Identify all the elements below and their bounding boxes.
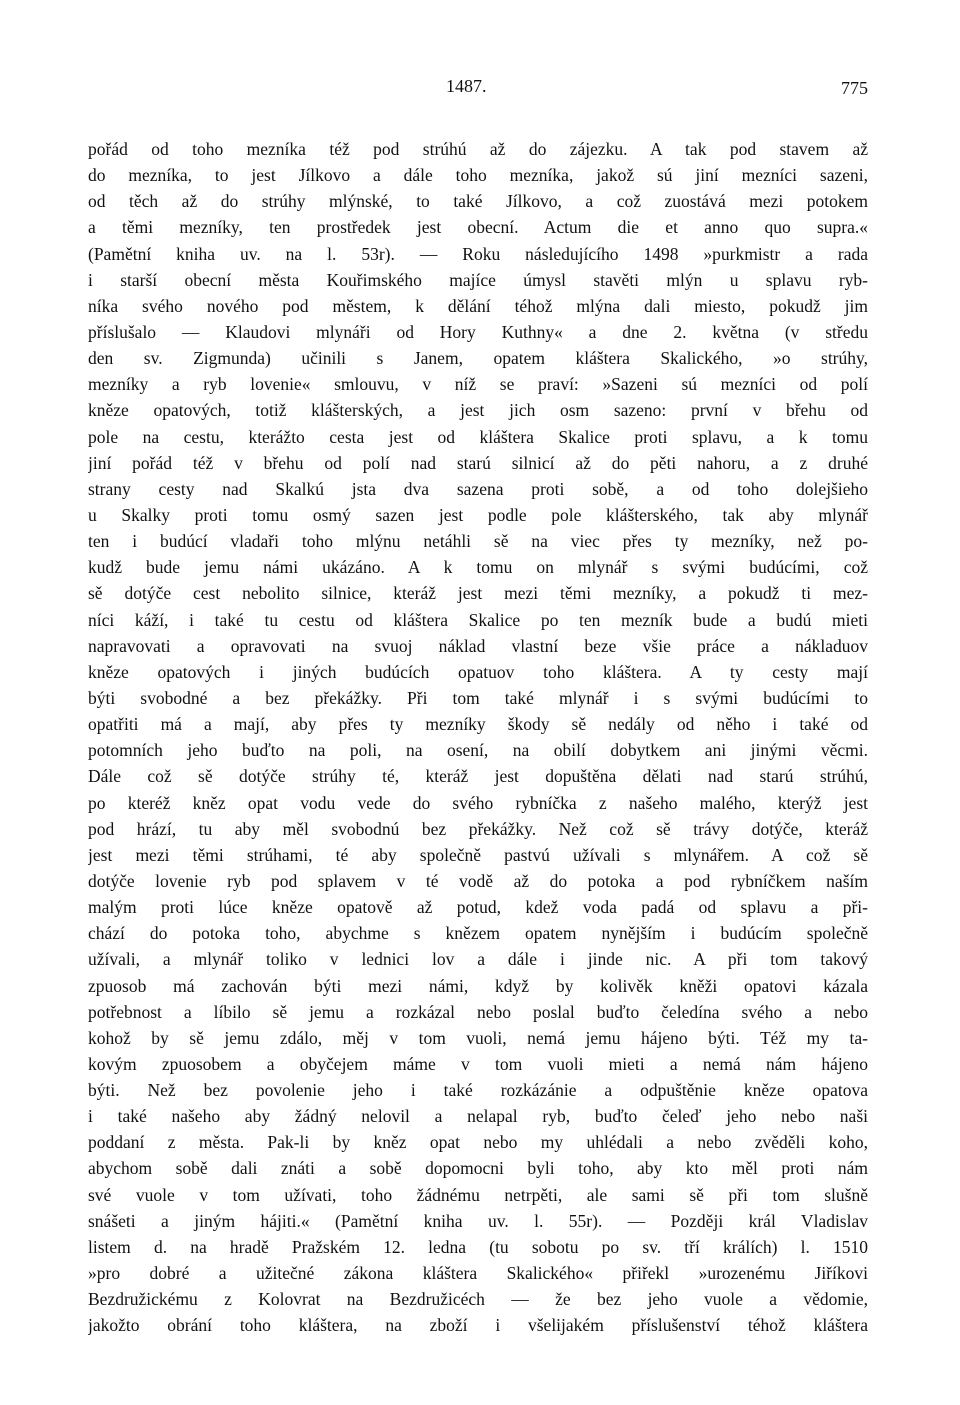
- text-line: kněze opatových, totiž klášterských, a jest jich osm sazeno: první v břehu od: [88, 400, 868, 421]
- text-line: den sv. Zigmunda) učinili s Janem, opatem kláštera Skalického, »o strúhy,: [88, 348, 868, 369]
- text-line: opatřiti má a mají, aby přes ty mezníky škody sě nedály od něho i také od: [88, 714, 868, 735]
- text-line: užívali, a mlynář toliko v lednici lov a dále i jinde nic. A při tom takový: [88, 949, 868, 970]
- text-line: u Skalky proti tomu osmý sazen jest podle pole klášterského, tak aby mlynář: [88, 504, 868, 525]
- text-line: i také našeho aby žádný nelovil a nelapal ryb, buďto čeleď jeho nebo naši: [88, 1106, 868, 1127]
- text-line: po kteréž kněz opat vodu vede do svého rybníčka z našeho malého, kterýž jest: [88, 792, 868, 813]
- text-line: kudž bude jemu námi ukázáno. A k tomu on mlynář s svými budúcími, což: [88, 557, 868, 578]
- text-line: Bezdružickému z Kolovrat na Bezdružicéch — že bez jeho vuole a vědomie,: [88, 1289, 868, 1310]
- text-line: býti svobodné a bez překážky. Při tom také mlynář i s svými budúcími to: [88, 687, 868, 708]
- text-line: napravovati a opravovati na svuoj náklad vlastní beze všie práce a nákladuov: [88, 635, 868, 656]
- text-line: chází do potoka toho, abychme s knězem opatem nynějším i budúcím společně: [88, 923, 868, 944]
- text-line: mezníky a ryb lovenie« smlouvu, v níž se praví: »Sazeni sú mezníci od polí: [88, 374, 868, 395]
- text-line: listem d. na hradě Pražském 12. ledna (tu sobotu po sv. tří králích) l. 1510: [88, 1236, 868, 1257]
- text-line: své vuole v tom užívati, toho žádnému netrpěti, ale sami sě při tom slušně: [88, 1184, 868, 1205]
- text-line: od těch až do strúhy mlýnské, to také Jílkovo, a což zuostává mezi potokem: [88, 191, 868, 212]
- text-line: a těmi mezníky, ten prostředek jest obecní. Actum die et anno quo supra.«: [88, 217, 868, 238]
- text-line: poddaní z města. Pak-li by kněz opat nebo my uhlédali a nebo zvěděli koho,: [88, 1132, 868, 1153]
- text-line: jiní pořád též v břehu od polí nad starú silnicí až do pěti nahoru, a z druhé: [88, 452, 868, 473]
- text-line: příslušalo — Klaudovi mlynáři od Hory Kuthny« a dne 2. května (v středu: [88, 321, 868, 342]
- text-line: strany cesty nad Skalkú jsta dva sazena proti sobě, a od toho dolejšieho: [88, 478, 868, 499]
- text-line: potomních jeho buďto na poli, na osení, na obilí dobytkem ani jinými věcmi.: [88, 740, 868, 761]
- text-line: jakožto obrání toho kláštera, na zboží i všelijakém příslušenství téhož kláštera: [88, 1315, 868, 1336]
- body-text: [88, 136, 868, 1338]
- text-line: býti. Než bez povolenie jeho i také rozkázánie a odpuštěnie kněze opatova: [88, 1080, 868, 1101]
- header-year: 1487.: [446, 76, 487, 96]
- running-header: [88, 76, 868, 102]
- page-number: 775: [841, 78, 868, 98]
- text-line: jest mezi těmi strúhami, té aby společně pastvú užívali s mlynářem. A což sě: [88, 844, 868, 865]
- text-line: (Pamětní kniha uv. na l. 53r). — Roku následujícího 1498 »purkmistr a rada: [88, 243, 868, 264]
- text-line: abychom sobě dali znáti a sobě dopomocni byli toho, aby kto měl proti nám: [88, 1158, 868, 1179]
- text-line: potřebnost a líbilo sě jemu a rozkázal nebo poslal buďto čeledína svého a nebo: [88, 1001, 868, 1022]
- text-line: kněze opatových i jiných budúcích opatuov toho kláštera. A ty cesty mají: [88, 661, 868, 682]
- text-line: ten i budúcí vladaři toho mlýnu netáhli sě na viec přes ty mezníky, než po-: [88, 531, 868, 552]
- text-line: snášeti a jiným hájiti.« (Pamětní kniha uv. l. 55r). — Později král Vladislav: [88, 1210, 868, 1231]
- text-line: níka svého nového pod městem, k dělání téhož mlýna dali miesto, pokudž jim: [88, 295, 868, 316]
- text-line: do mezníka, to jest Jílkovo a dále toho mezníka, jakož sú jiní mezníci sazeni,: [88, 165, 868, 186]
- text-line: kovým zpuosobem a obyčejem máme v tom vuoli mieti a nemá nám hájeno: [88, 1053, 868, 1074]
- text-line: i starší obecní města Kouřimského majíce úmysl stavěti mlýn u splavu ryb-: [88, 269, 868, 290]
- text-line: pod hrází, tu aby měl svobodnú bez překážky. Než což sě trávy dotýče, kteráž: [88, 818, 868, 839]
- text-line: malým proti lúce kněze opatově až potud, kdež voda padá od splavu a při-: [88, 897, 868, 918]
- text-line: pořád od toho mezníka též pod strúhú až do zájezku. A tak pod stavem až: [88, 139, 868, 159]
- text-line: dotýče lovenie ryb pod splavem v té vodě až do potoka a pod rybníčkem naším: [88, 870, 868, 891]
- text-line: »pro dobré a užitečné zákona kláštera Skalického« přiřekl »urozenému Jiříkovi: [88, 1263, 868, 1284]
- text-line: níci káží, i také tu cestu od kláštera Skalice po ten mezník bude a budú mieti: [88, 609, 868, 630]
- text-line: zpuosob má zachován býti mezi námi, když by kolivěk kněži opatovi kázala: [88, 975, 868, 996]
- text-line: Dále což sě dotýče strúhy té, kteráž jest dopuštěna dělati nad starú strúhú,: [88, 766, 868, 787]
- text-line: pole na cestu, kterážto cesta jest od kláštera Skalice proti splavu, a k tomu: [88, 426, 868, 447]
- text-line: kohož by sě jemu zdálo, měj v tom vuoli, nemá jemu hájeno býti. Též my ta-: [88, 1027, 868, 1048]
- text-line: sě dotýče cest nebolito silnice, kteráž jest mezi těmi mezníky, a pokudž ti mez-: [88, 583, 868, 604]
